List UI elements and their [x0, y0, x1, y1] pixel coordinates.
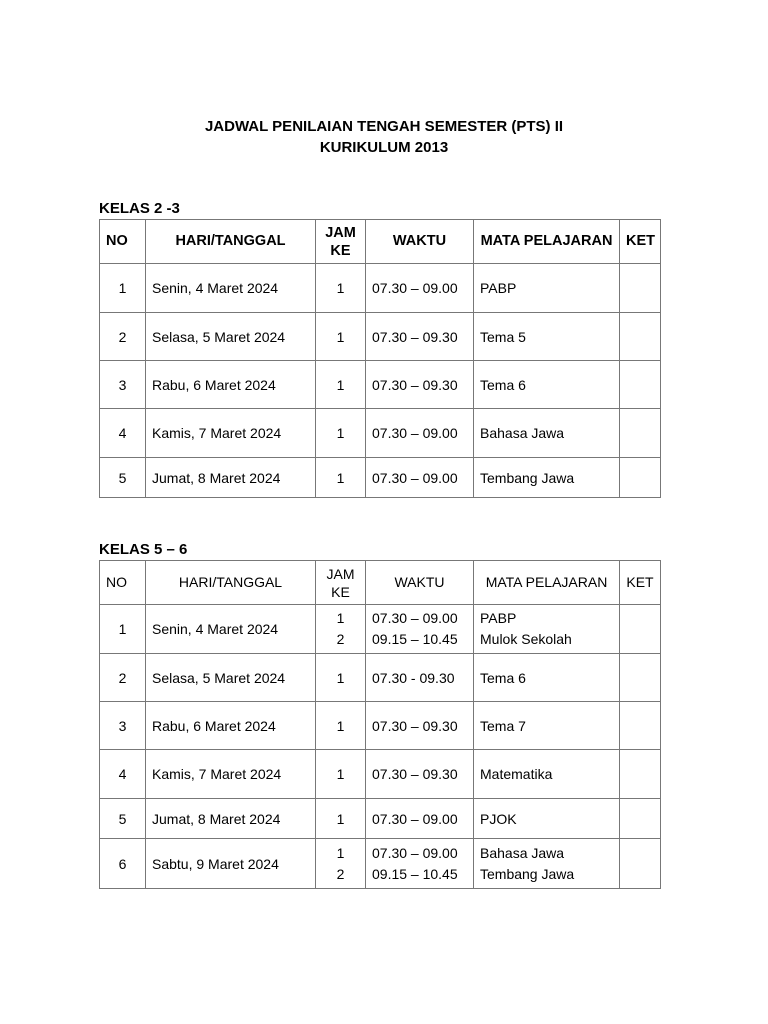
cell-mata-pelajaran: Matematika: [474, 750, 620, 799]
table-row: [100, 361, 661, 409]
table-row: [100, 750, 661, 799]
cell-hari-tanggal: Senin, 4 Maret 2024: [146, 605, 316, 654]
header-ket: KET: [620, 561, 661, 605]
cell-no: 2: [100, 654, 146, 702]
cell-hari-tanggal: Jumat, 8 Maret 2024: [146, 799, 316, 839]
cell-ket: [620, 702, 661, 750]
header-jam-ke: [316, 220, 366, 264]
cell-mata-pelajaran: Tema 6: [474, 654, 620, 702]
cell-jam-ke: 1: [316, 313, 366, 361]
cell-no: 4: [100, 409, 146, 458]
waktu-line: 07.30 – 09.00: [372, 610, 458, 626]
document-title: JADWAL PENILAIAN TENGAH SEMESTER (PTS) II: [204, 118, 564, 135]
cell-no: 1: [100, 605, 146, 654]
section-label-kelas-2-3: KELAS 2 -3: [99, 200, 180, 217]
table-row: [100, 799, 661, 839]
cell-ket: [620, 409, 661, 458]
cell-hari-tanggal: Kamis, 7 Maret 2024: [146, 750, 316, 799]
header-hari-tanggal: HARI/TANGGAL: [146, 220, 316, 264]
cell-waktu: 07.30 – 09.00: [366, 799, 474, 839]
cell-mata-pelajaran: Tema 7: [474, 702, 620, 750]
table-row: [100, 702, 661, 750]
jam-line: 2: [336, 631, 345, 647]
cell-waktu: 07.30 – 09.00: [366, 409, 474, 458]
table-row: [100, 458, 661, 498]
header-jam-line1: JAM: [325, 224, 356, 241]
table-row: [100, 654, 661, 702]
header-jam-line2: KE: [331, 583, 350, 600]
header-no: NO: [100, 220, 146, 264]
waktu-line: 09.15 – 10.45: [372, 631, 458, 647]
cell-no: 3: [100, 702, 146, 750]
table-row: [100, 605, 661, 654]
header-jam-ke: [316, 561, 366, 605]
cell-jam-ke: 1: [316, 799, 366, 839]
cell-mata-pelajaran: [474, 839, 620, 889]
cell-mata-pelajaran: Tema 6: [474, 361, 620, 409]
waktu-line: 07.30 – 09.00: [372, 844, 458, 861]
cell-jam-ke: 1: [316, 361, 366, 409]
cell-jam-ke: 1: [316, 654, 366, 702]
cell-jam-ke: 1: [316, 409, 366, 458]
cell-mata-pelajaran: Bahasa Jawa: [474, 409, 620, 458]
cell-ket: [620, 264, 661, 313]
table-row: [100, 839, 661, 889]
cell-no: 4: [100, 750, 146, 799]
cell-no: 3: [100, 361, 146, 409]
cell-mata-pelajaran: PJOK: [474, 799, 620, 839]
cell-waktu: 07.30 – 09.30: [366, 361, 474, 409]
cell-waktu: 07.30 – 09.00: [366, 264, 474, 313]
cell-hari-tanggal: Senin, 4 Maret 2024: [146, 264, 316, 313]
cell-waktu: 07.30 – 09.30: [366, 750, 474, 799]
schedule-table-kelas-2-3: [99, 219, 661, 498]
cell-jam-ke: 1: [316, 702, 366, 750]
cell-hari-tanggal: Rabu, 6 Maret 2024: [146, 361, 316, 409]
header-no: NO: [100, 561, 146, 605]
mapel-line: PABP: [480, 610, 517, 626]
cell-no: 5: [100, 458, 146, 498]
jam-line: 2: [336, 865, 345, 882]
header-jam-line1: JAM: [326, 565, 355, 582]
table-row: [100, 409, 661, 458]
section-label-kelas-5-6: KELAS 5 – 6: [99, 541, 188, 558]
cell-no: 2: [100, 313, 146, 361]
mapel-line: Tembang Jawa: [480, 865, 575, 882]
cell-waktu: [366, 605, 474, 654]
cell-hari-tanggal: Jumat, 8 Maret 2024: [146, 458, 316, 498]
cell-mata-pelajaran: Tembang Jawa: [474, 458, 620, 498]
cell-jam-ke: 1: [316, 458, 366, 498]
waktu-line: 09.15 – 10.45: [372, 865, 458, 882]
cell-mata-pelajaran: Tema 5: [474, 313, 620, 361]
cell-waktu: 07.30 - 09.30: [366, 654, 474, 702]
cell-ket: [620, 799, 661, 839]
cell-hari-tanggal: Sabtu, 9 Maret 2024: [146, 839, 316, 889]
cell-mata-pelajaran: PABP: [474, 264, 620, 313]
cell-no: 6: [100, 839, 146, 889]
schedule-table-kelas-5-6: [99, 560, 661, 889]
cell-jam-ke: 1: [316, 264, 366, 313]
jam-line: 1: [336, 844, 345, 861]
cell-jam-ke: [316, 605, 366, 654]
cell-ket: [620, 361, 661, 409]
cell-ket: [620, 654, 661, 702]
table-row: [100, 264, 661, 313]
header-waktu: WAKTU: [366, 561, 474, 605]
header-waktu: WAKTU: [366, 220, 474, 264]
cell-no: 1: [100, 264, 146, 313]
cell-ket: [620, 839, 661, 889]
mapel-line: Bahasa Jawa: [480, 844, 565, 861]
cell-waktu: 07.30 – 09.00: [366, 458, 474, 498]
header-ket: KET: [620, 220, 661, 264]
cell-jam-ke: [316, 839, 366, 889]
header-hari-tanggal: HARI/TANGGAL: [146, 561, 316, 605]
cell-ket: [620, 750, 661, 799]
cell-ket: [620, 313, 661, 361]
cell-waktu: 07.30 – 09.30: [366, 313, 474, 361]
cell-waktu: [366, 839, 474, 889]
jam-line: 1: [336, 610, 345, 626]
cell-hari-tanggal: Selasa, 5 Maret 2024: [146, 313, 316, 361]
header-mata-pelajaran: MATA PELAJARAN: [474, 220, 620, 264]
cell-hari-tanggal: Selasa, 5 Maret 2024: [146, 654, 316, 702]
document-subtitle: KURIKULUM 2013: [319, 139, 449, 156]
table-row: [100, 313, 661, 361]
cell-mata-pelajaran: [474, 605, 620, 654]
mapel-line: Mulok Sekolah: [480, 631, 572, 647]
cell-hari-tanggal: Rabu, 6 Maret 2024: [146, 702, 316, 750]
cell-ket: [620, 605, 661, 654]
header-jam-line2: KE: [330, 242, 351, 259]
cell-hari-tanggal: Kamis, 7 Maret 2024: [146, 409, 316, 458]
cell-jam-ke: 1: [316, 750, 366, 799]
table-header-row: [100, 561, 661, 605]
header-mata-pelajaran: MATA PELAJARAN: [474, 561, 620, 605]
cell-waktu: 07.30 – 09.30: [366, 702, 474, 750]
table-header-row: [100, 220, 661, 264]
cell-ket: [620, 458, 661, 498]
cell-no: 5: [100, 799, 146, 839]
